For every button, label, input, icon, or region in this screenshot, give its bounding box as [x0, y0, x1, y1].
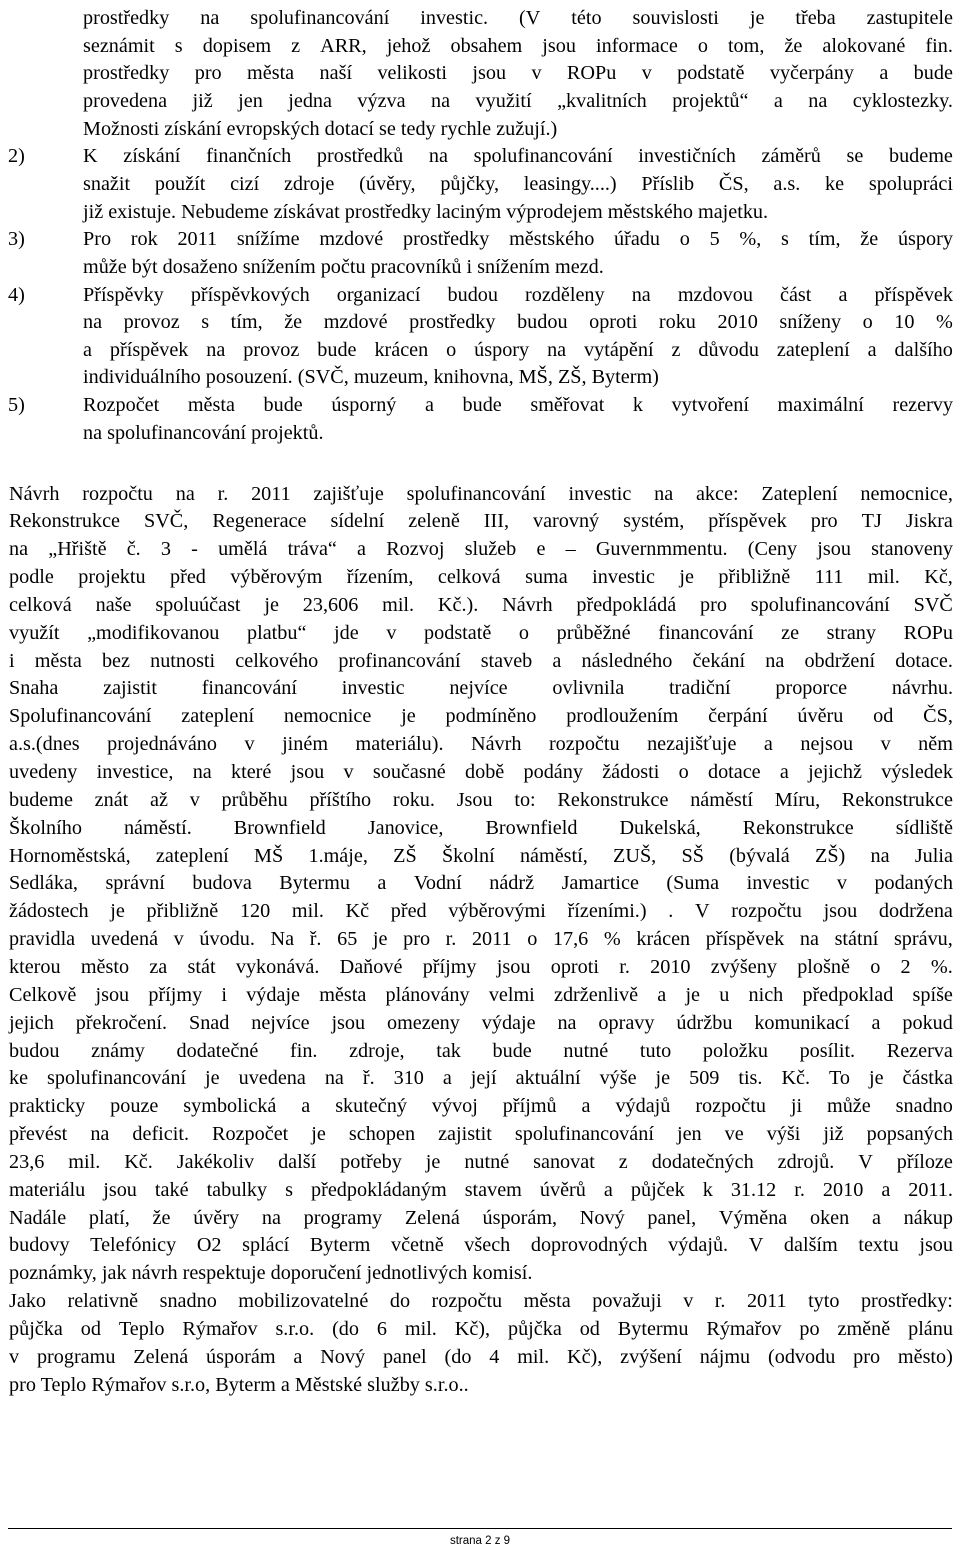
body-paragraph-line: pro Teplo Rýmařov s.r.o, Byterm a Městské služby s.r.o..	[9, 1374, 469, 1396]
body-paragraph-line: 23,6 mil. Kč. Jakékoliv další potřeby je nutné sanovat z dodatečných zdrojů. V příloze	[9, 1150, 953, 1173]
list-item-continuation-line: prostředky pro města naší velikosti jsou v ROPu v podstatě vyčerpány a bude	[83, 62, 953, 85]
list-item-number: 4)	[8, 283, 25, 306]
list-item-line: K získání finančních prostředků na spolufinancování investičních záměrů se budeme	[83, 145, 953, 168]
body-paragraph-line: a.s.(dnes projednáváno v jiném materiálu). Návrh rozpočtu nezajišťuje a nejsou v něm	[9, 733, 953, 756]
list-item-number: 5)	[8, 394, 25, 417]
body-paragraph-line: ke spolufinancování je uvedena na ř. 310 a její aktuální výše je 509 tis. Kč. To je částka	[9, 1067, 953, 1090]
body-paragraph-line: Rekonstrukce SVČ, Regenerace sídelní zeleně III, varovný systém, příspěvek pro TJ Jiskra	[9, 510, 953, 533]
list-item-line: Pro rok 2011 snížíme mzdové prostředky městského úřadu o 5 %, s tím, že úspory	[83, 228, 953, 251]
list-item-line: a příspěvek na provoz bude krácen o úspory na vytápění z důvodu zateplení a dalšího	[83, 338, 953, 361]
list-item-line: může být dosaženo snížením počtu pracovníků i snížením mezd.	[83, 255, 604, 278]
list-item-line: snažit použít cizí zdroje (úvěry, půjčky, leasingy....) Příslib ČS, a.s. ke spolupráci	[83, 172, 953, 195]
body-paragraph-line: Spolufinancování zateplení nemocnice je podmíněno prodloužením čerpání úvěru od ČS,	[9, 705, 953, 728]
body-paragraph-line: převést na deficit. Rozpočet je schopen zajistit spolufinancování jen ve výši již popsaných	[9, 1123, 953, 1146]
body-paragraph-line: uvedeny investice, na které jsou v současné době podány žádosti o dotace a jejichž výsledek	[9, 761, 953, 783]
list-item-line: Rozpočet města bude úsporný a bude směřovat k vytvoření maximální rezervy	[83, 394, 953, 417]
list-item-continuation-line: provedena již jen jedna výzva na využití „kvalitních projektů“ a na cyklostezky.	[83, 89, 953, 112]
body-paragraph-line: prakticky pouze symbolická a skutečný vývoj příjmů a výdajů rozpočtu ji může snadno	[9, 1095, 953, 1118]
body-paragraph-line: Celkově jsou příjmy i výdaje města plánovány velmi zdrženlivě a je u nich předpoklad spíše	[9, 983, 953, 1006]
body-paragraph-line: Sedláka, správní budova Bytermu a Vodní nádrž Jamartice (Suma investic v podaných	[9, 872, 953, 895]
list-item-continuation-line: prostředky na spolufinancování investic. (V této souvislosti je třeba zastupitele	[83, 7, 953, 29]
body-paragraph-line: materiálu jsou také tabulky s předpokládaným stavem úvěrů a půjček k 31.12 r. 2010 a 2011.	[9, 1178, 953, 1201]
footer-divider	[8, 1528, 952, 1529]
body-paragraph-line: půjčka od Teplo Rýmařov s.r.o. (do 6 mil. Kč), půjčka od Bytermu Rýmařov po změně plánu	[9, 1318, 953, 1341]
page-number: strana 2 z 9	[449, 1535, 511, 1547]
body-paragraph-line: v programu Zelená úsporám a Nový panel (do 4 mil. Kč), zvýšení nájmu (odvodu pro město)	[9, 1346, 953, 1369]
body-paragraph-line: celková naše spoluúčast je 23,606 mil. Kč.). Návrh předpokládá pro spolufinancování SVČ	[9, 593, 953, 616]
body-paragraph-line: i města bez nutnosti celkového profinancování staveb a následného čekání na obdržení dotace.	[9, 649, 953, 672]
list-item-number: 3)	[8, 228, 25, 251]
body-paragraph-line: Školního náměstí. Brownfield Janovice, Brownfield Dukelská, Rekonstrukce sídliště	[9, 816, 953, 839]
body-paragraph-line: budovy Telefónicy O2 splácí Byterm včetně všech doprovodných výdajů. V dalším textu jsou	[9, 1234, 953, 1257]
list-item-continuation-line: Možnosti získání evropských dotací se tedy rychle zužují.)	[83, 117, 558, 140]
body-paragraph-line: poznámky, jak návrh respektuje doporučení jednotlivých komisí.	[9, 1262, 533, 1285]
body-paragraph-line: Návrh rozpočtu na r. 2011 zajišťuje spolufinancování investic na akce: Zateplení nemocnice,	[9, 482, 953, 505]
body-paragraph-line: budou známy dodatečné fin. zdroje, tak bude nutné tuto položku posílit. Rezerva	[9, 1039, 953, 1062]
list-item-continuation-line: seznámit s dopisem z ARR, jehož obsahem jsou informace o tom, že alokované fin.	[83, 34, 953, 57]
list-item-number: 2)	[8, 145, 25, 168]
body-paragraph-line: využít „modifikovanou platbu“ jde v podstatě o průběžné financování ze strany ROPu	[9, 621, 953, 644]
body-paragraph-line: podle projektu před výběrovým řízením, celková suma investic je přibližně 111 mil. Kč,	[9, 566, 953, 589]
body-paragraph-line: žádostech je přibližně 120 mil. Kč před výběrovými řízeními.) . V rozpočtu jsou dodržena	[9, 900, 953, 923]
list-item-line: na spolufinancování projektů.	[83, 421, 324, 444]
body-paragraph-line: Snaha zajistit financování investic nejvíce ovlivnila tradiční proporce návrhu.	[9, 677, 953, 700]
list-item-line: již existuje. Nebudeme získávat prostředky laciným výprodejem městského majetku.	[83, 200, 769, 223]
body-paragraph-line: na „Hřiště č. 3 - umělá tráva“ a Rozvoj služeb e – Guvernmmentu. (Ceny jsou stanoveny	[9, 538, 953, 561]
body-paragraph-line: Nadále platí, že úvěry na programy Zelená úsporám, Nový panel, Výměna oken a nákup	[9, 1206, 953, 1229]
list-item-line: individuálního posouzení. (SVČ, muzeum, knihovna, MŠ, ZŠ, Byterm)	[83, 366, 659, 389]
body-paragraph-line: Jako relativně snadno mobilizovatelné do rozpočtu města považuji v r. 2011 tyto prostředky:	[9, 1290, 953, 1313]
body-paragraph-line: kterou město za stát vykonává. Daňové příjmy jsou oproti r. 2010 zvýšeny plošně o 2 %.	[9, 955, 953, 978]
body-paragraph-line: jejich překročení. Snad nejvíce jsou omezeny výdaje na opravy údržbu komunikací a pokud	[9, 1011, 953, 1034]
body-paragraph-line: Hornoměstská, zateplení MŠ 1.máje, ZŠ Školní náměstí, ZUŠ, SŠ (bývalá ZŠ) na Julia	[9, 844, 953, 867]
body-paragraph-line: budeme znát až v průběhu příštího roku. Jsou to: Rekonstrukce náměstí Míru, Rekonstrukce	[9, 788, 953, 811]
body-paragraph-line: pravidla uvedená v úvodu. Na ř. 65 je pro r. 2011 o 17,6 % krácen příspěvek na státní správu,	[9, 928, 953, 951]
list-item-line: na provoz s tím, že mzdové prostředky budou oproti roku 2010 sníženy o 10 %	[83, 311, 953, 334]
list-item-line: Příspěvky příspěvkových organizací budou rozděleny na mzdovou část a příspěvek	[83, 283, 953, 306]
